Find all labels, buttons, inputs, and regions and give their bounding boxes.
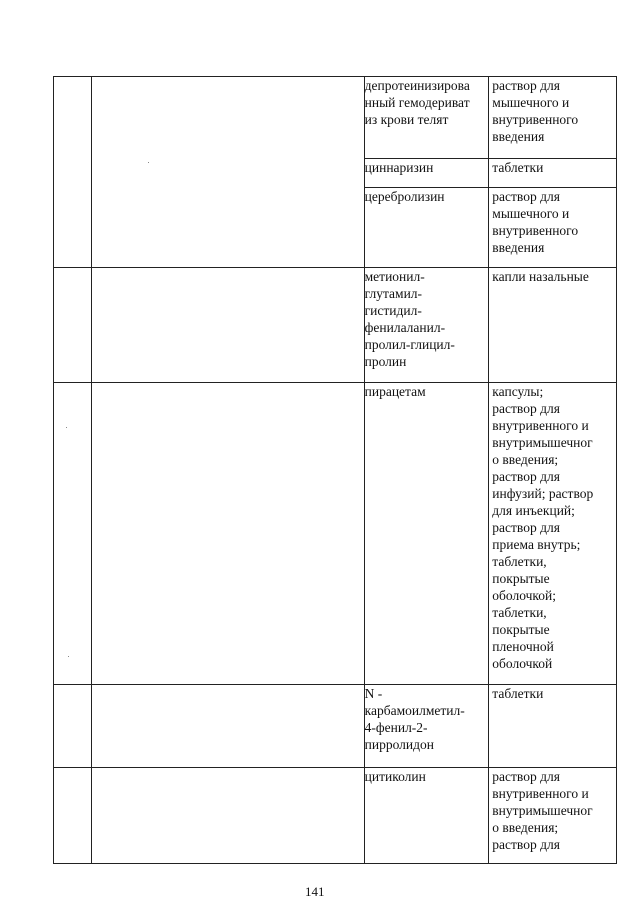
dosage-form-line: покрытые [492,622,550,637]
drug-name-cell [364,77,489,159]
dosage-form-line: пленочной [492,639,554,654]
dosage-form-line: инфузий; раствор [492,486,594,501]
dosage-form-cell [489,77,617,159]
code-cell [54,685,92,768]
dosage-form-line: оболочкой [492,656,553,671]
dosage-form-line: введения [492,129,545,144]
page-number: 141 [305,884,325,899]
drug-name-cell [364,268,489,383]
dosage-form-line: раствор для [492,769,560,784]
dosage-form-line: мышечного и [492,95,570,110]
dosage-form-line: капсулы; [492,384,544,399]
drug-name-line: карбамоилметил- [364,703,465,718]
table-row [54,768,617,864]
drug-name-line: цитиколин [364,769,426,784]
dosage-form-line: раствор для [492,520,560,535]
drug-name-line: из крови телят [364,112,449,127]
scan-speck [148,162,149,163]
drug-name-line: пролил-глицил- [364,337,455,352]
drug-name-line: метионил- [364,269,425,284]
dosage-form-line: таблетки, [492,554,547,569]
dosage-form-line: внутривенного [492,112,579,127]
group-cell [92,268,364,383]
table-row [54,685,617,768]
drug-name-line: N - [364,686,383,701]
dosage-form-line: раствор для [492,837,560,852]
dosage-form-cell [489,383,617,685]
dosage-form-line: внутримышечног [492,435,593,450]
group-cell [92,768,364,864]
dosage-form-line: о введения; [492,452,559,467]
drug-name-cell [364,768,489,864]
dosage-form-line: о введения; [492,820,559,835]
dosage-form-line: капли назальные [492,269,589,284]
drug-name-line: депротеинизирова [364,78,470,93]
dosage-form-line: таблетки [492,160,544,175]
dosage-form-line: покрытые [492,571,550,586]
drug-name-line: циннаризин [364,160,434,175]
dosage-form-line: таблетки [492,686,544,701]
dosage-form-line: введения [492,240,545,255]
drug-name-line: фенилаланил- [364,320,446,335]
group-cell [92,685,364,768]
drug-name-cell [364,383,489,685]
drug-name-line: нный гемодериват [364,95,470,110]
dosage-form-line: для инъекций; [492,503,575,518]
dosage-form-line: раствор для [492,189,560,204]
dosage-form-line: раствор для [492,469,560,484]
dosage-form-cell [489,768,617,864]
dosage-form-line: мышечного и [492,206,570,221]
scan-speck [68,656,69,657]
drug-name-line: церебролизин [364,189,445,204]
code-cell [54,77,92,268]
code-cell [54,268,92,383]
drug-name-line: пролин [364,354,407,369]
group-cell [92,77,364,268]
drug-name-line: пирацетам [364,384,426,399]
scan-speck [66,427,67,428]
drug-table [53,76,617,864]
dosage-form-cell [489,159,617,188]
dosage-form-cell [489,685,617,768]
table-row [54,77,617,159]
drug-name-line: 4-фенил-2- [364,720,428,735]
dosage-form-line: внутримышечног [492,803,593,818]
dosage-form-line: внутривенного и [492,786,589,801]
dosage-form-line: оболочкой; [492,588,557,603]
dosage-form-line: раствор для [492,401,560,416]
drug-name-line: гистидил- [364,303,422,318]
drug-name-cell [364,685,489,768]
table-row [54,383,617,685]
group-cell [92,383,364,685]
drug-name-line: пирролидон [364,737,434,752]
dosage-form-cell [489,188,617,268]
dosage-form-line: раствор для [492,78,560,93]
drug-name-cell [364,188,489,268]
dosage-form-line: внутривенного и [492,418,589,433]
code-cell [54,768,92,864]
dosage-form-line: таблетки, [492,605,547,620]
dosage-form-line: внутривенного [492,223,579,238]
table-row [54,268,617,383]
dosage-form-line: приема внутрь; [492,537,581,552]
dosage-form-cell [489,268,617,383]
code-cell [54,383,92,685]
drug-name-line: глутамил- [364,286,423,301]
drug-name-cell [364,159,489,188]
